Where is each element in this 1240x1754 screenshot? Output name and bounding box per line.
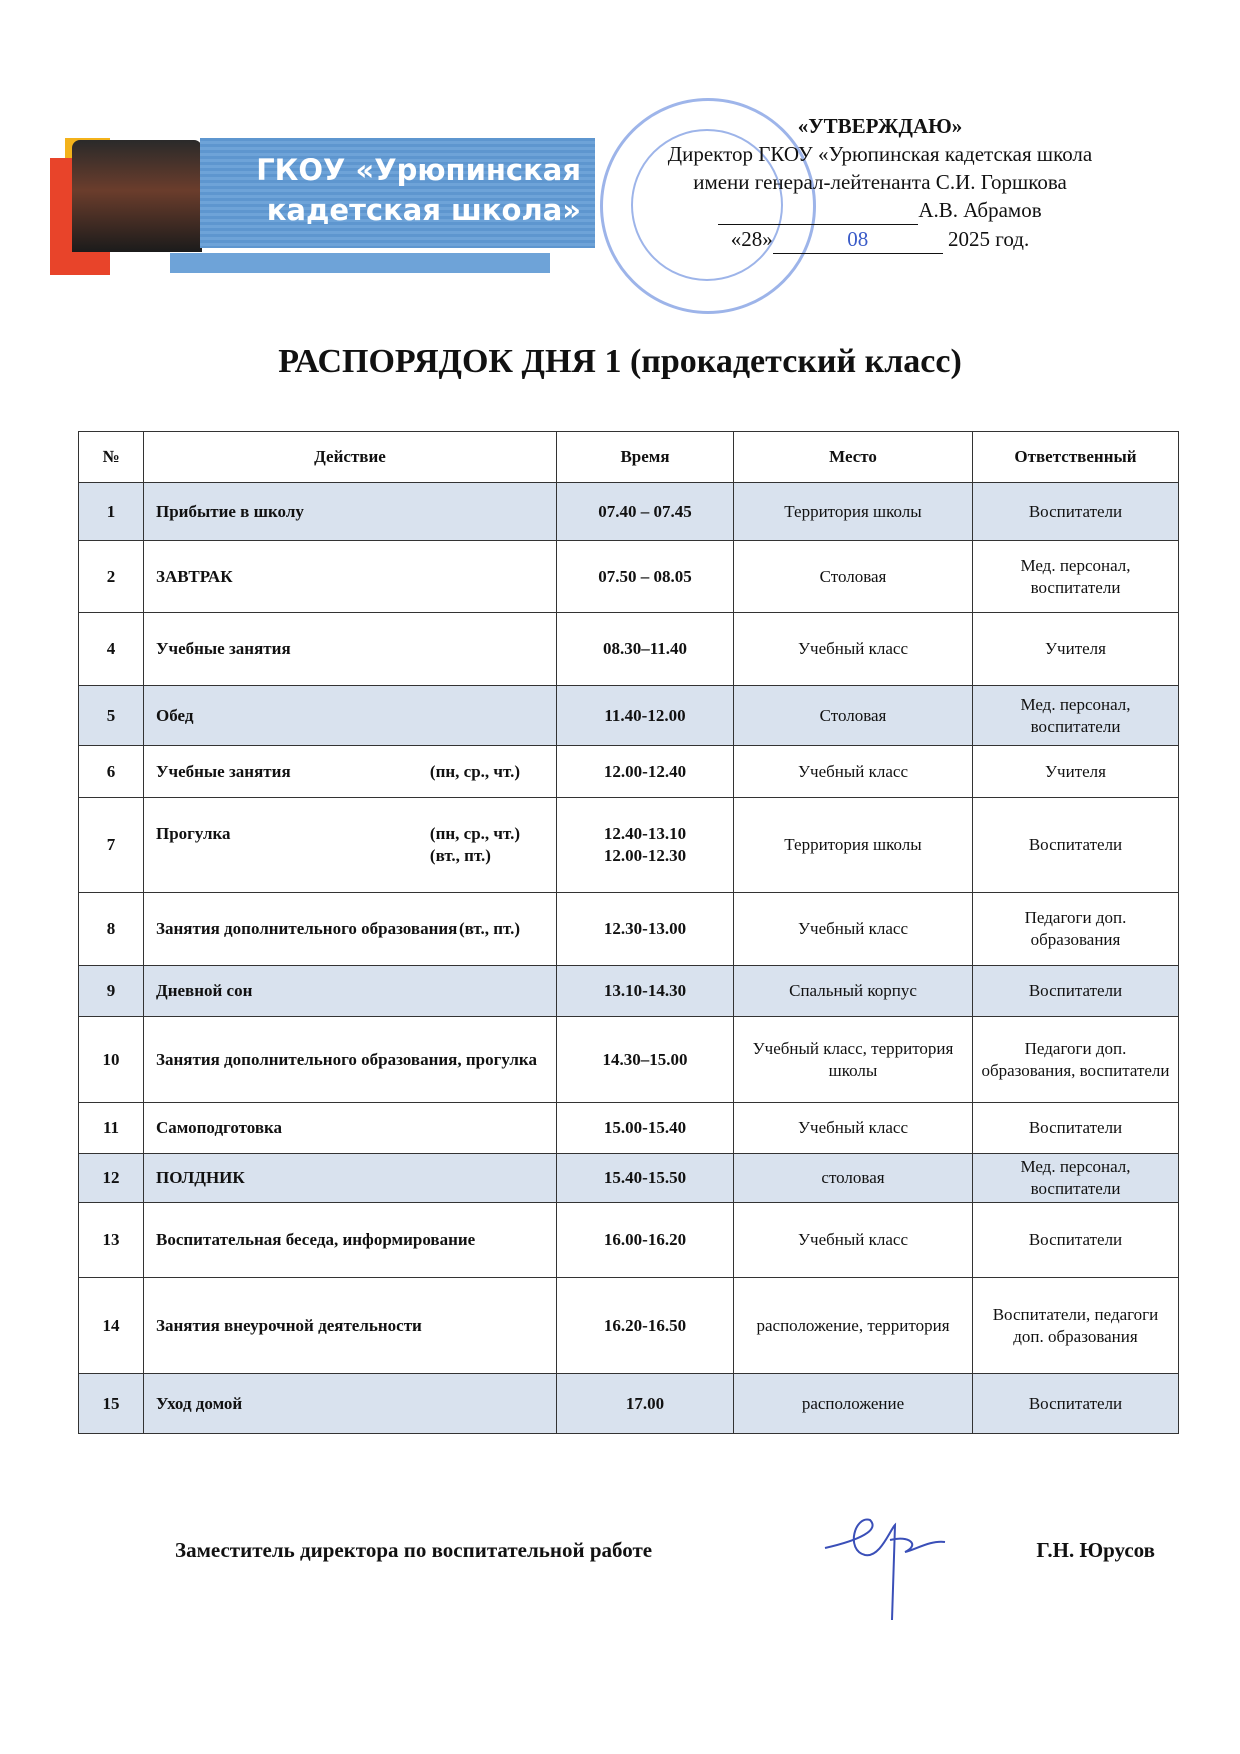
row-place: столовая	[734, 1154, 973, 1203]
col-header-action: Действие	[144, 432, 557, 483]
footer-position: Заместитель директора по воспитательной работе	[175, 1538, 653, 1562]
action-text: Самоподготовка	[156, 1118, 283, 1137]
row-time: 16.20-16.50	[557, 1278, 734, 1374]
row-action	[144, 1278, 557, 1374]
col-header-number: №	[79, 432, 144, 483]
row-responsible: Учителя	[973, 613, 1179, 686]
table-row	[79, 1203, 1179, 1278]
action-text: ПОЛДНИК	[156, 1168, 245, 1187]
row-action	[144, 1203, 557, 1278]
row-place: Территория школы	[734, 798, 973, 893]
row-number: 13	[79, 1203, 144, 1278]
row-action	[144, 541, 557, 613]
table-row	[79, 1154, 1179, 1203]
table-row	[79, 1278, 1179, 1374]
row-time: 14.30–15.00	[557, 1017, 734, 1103]
row-responsible: Воспитатели	[973, 483, 1179, 541]
row-number: 11	[79, 1103, 144, 1154]
table-row	[79, 893, 1179, 966]
footer-signature	[175, 1538, 1155, 1563]
row-time: 08.30–11.40	[557, 613, 734, 686]
row-time: 12.30-13.00	[557, 893, 734, 966]
approval-year: 2025 год.	[948, 227, 1030, 251]
row-number: 8	[79, 893, 144, 966]
row-responsible: Воспитатели	[973, 798, 1179, 893]
page-title: РАСПОРЯДОК ДНЯ 1 (прокадетский класс)	[278, 343, 962, 380]
row-number: 14	[79, 1278, 144, 1374]
row-responsible: Мед. персонал, воспитатели	[973, 541, 1179, 613]
row-number: 7	[79, 798, 144, 893]
row-place: Столовая	[734, 541, 973, 613]
col-header-time: Время	[557, 432, 734, 483]
row-action	[144, 798, 557, 893]
row-responsible: Мед. персонал, воспитатели	[973, 686, 1179, 746]
row-time: 11.40-12.00	[557, 686, 734, 746]
row-action	[144, 1103, 557, 1154]
row-responsible: Воспитатели	[973, 966, 1179, 1017]
row-action	[144, 746, 557, 798]
action-text: Прибытие в школу	[156, 501, 304, 521]
school-logo	[50, 138, 595, 275]
action-text: Обед	[156, 705, 194, 725]
row-time: 17.00	[557, 1374, 734, 1434]
schedule-table	[78, 431, 1179, 1434]
approval-line2: имени генерал-лейтенанта С.И. Горшкова	[693, 170, 1067, 194]
row-responsible: Учителя	[973, 746, 1179, 798]
row-place: Учебный класс	[734, 613, 973, 686]
row-number: 6	[79, 746, 144, 798]
approval-month: 08	[773, 225, 943, 254]
table-row	[79, 686, 1179, 746]
table-row	[79, 613, 1179, 686]
action-text: Занятия внеурочной деятельности	[156, 1315, 422, 1335]
row-time: 07.40 – 07.45	[557, 483, 734, 541]
approval-block	[620, 112, 1140, 254]
row-responsible: Воспитатели	[973, 1103, 1179, 1154]
days-note: (вт., пт.)	[458, 919, 520, 938]
days-note: (пн, ср., чт.) (вт., пт.)	[429, 824, 520, 865]
row-responsible: Воспитатели	[973, 1374, 1179, 1434]
footer-name: Г.Н. Юрусов	[1036, 1538, 1155, 1562]
action-text: Учебные занятия	[156, 639, 291, 658]
col-header-responsible: Ответственный	[973, 432, 1179, 483]
approval-title: «УТВЕРЖДАЮ»	[797, 114, 963, 138]
row-time: 15.00-15.40	[557, 1103, 734, 1154]
action-text: Дневной сон	[156, 981, 253, 1000]
col-header-place: Место	[734, 432, 973, 483]
row-place: Столовая	[734, 686, 973, 746]
action-text: Занятия дополнительного образования	[156, 919, 458, 938]
row-responsible: Воспитатели, педагоги доп. образования	[973, 1278, 1179, 1374]
row-place: Территория школы	[734, 483, 973, 541]
logo-text-band	[200, 138, 595, 248]
row-number: 12	[79, 1154, 144, 1203]
handwritten-signature	[820, 1490, 950, 1630]
action-text: Учебные занятия	[156, 761, 291, 781]
row-action	[144, 893, 557, 966]
row-action	[144, 613, 557, 686]
logo-line1: ГКОУ «Урюпинская	[256, 153, 581, 187]
row-number: 4	[79, 613, 144, 686]
row-responsible: Мед. персонал, воспитатели	[973, 1154, 1179, 1203]
row-action	[144, 483, 557, 541]
row-place: Спальный корпус	[734, 966, 973, 1017]
cadet-photo	[72, 140, 202, 252]
row-action	[144, 1017, 557, 1103]
row-place: расположение, территория	[734, 1278, 973, 1374]
row-time: 07.50 – 08.05	[557, 541, 734, 613]
table-row	[79, 483, 1179, 541]
row-time: 16.00-16.20	[557, 1203, 734, 1278]
row-place: расположение	[734, 1374, 973, 1434]
action-text: Занятия дополнительного образования, прогулка	[156, 1049, 537, 1069]
row-time: 12.00-12.40	[557, 746, 734, 798]
approval-day: «28»	[730, 227, 773, 251]
row-number: 15	[79, 1374, 144, 1434]
table-row	[79, 1374, 1179, 1434]
row-time: 15.40-15.50	[557, 1154, 734, 1203]
table-row	[79, 1103, 1179, 1154]
action-text: ЗАВТРАК	[156, 566, 233, 586]
action-text: Воспитательная беседа, информирование	[156, 1230, 476, 1249]
row-place: Учебный класс	[734, 1103, 973, 1154]
action-text: Уход домой	[156, 1393, 243, 1413]
logo-line2: кадетская школа»	[266, 193, 581, 227]
row-time: 12.40-13.10 12.00-12.30	[557, 798, 734, 893]
table-row	[79, 746, 1179, 798]
table-row	[79, 541, 1179, 613]
row-responsible: Воспитатели	[973, 1203, 1179, 1278]
table-row	[79, 798, 1179, 893]
table-row	[79, 966, 1179, 1017]
table-row	[79, 1017, 1179, 1103]
row-action	[144, 1374, 557, 1434]
days-note: (пн, ср., чт.)	[429, 761, 520, 781]
row-place: Учебный класс	[734, 746, 973, 798]
approval-signer: А.В. Абрамов	[918, 198, 1042, 222]
row-responsible: Педагоги доп. образования	[973, 893, 1179, 966]
row-action	[144, 1154, 557, 1203]
approval-line1: Директор ГКОУ «Урюпинская кадетская школа	[667, 142, 1093, 166]
row-number: 10	[79, 1017, 144, 1103]
row-place: Учебный класс, территория школы	[734, 1017, 973, 1103]
row-number: 9	[79, 966, 144, 1017]
row-number: 1	[79, 483, 144, 541]
row-time: 13.10-14.30	[557, 966, 734, 1017]
row-action	[144, 686, 557, 746]
row-number: 5	[79, 686, 144, 746]
row-responsible: Педагоги доп. образования, воспитатели	[973, 1017, 1179, 1103]
row-number: 2	[79, 541, 144, 613]
logo-underline	[170, 253, 550, 273]
row-action	[144, 966, 557, 1017]
row-place: Учебный класс	[734, 1203, 973, 1278]
action-text: Прогулка	[156, 824, 231, 843]
row-place: Учебный класс	[734, 893, 973, 966]
